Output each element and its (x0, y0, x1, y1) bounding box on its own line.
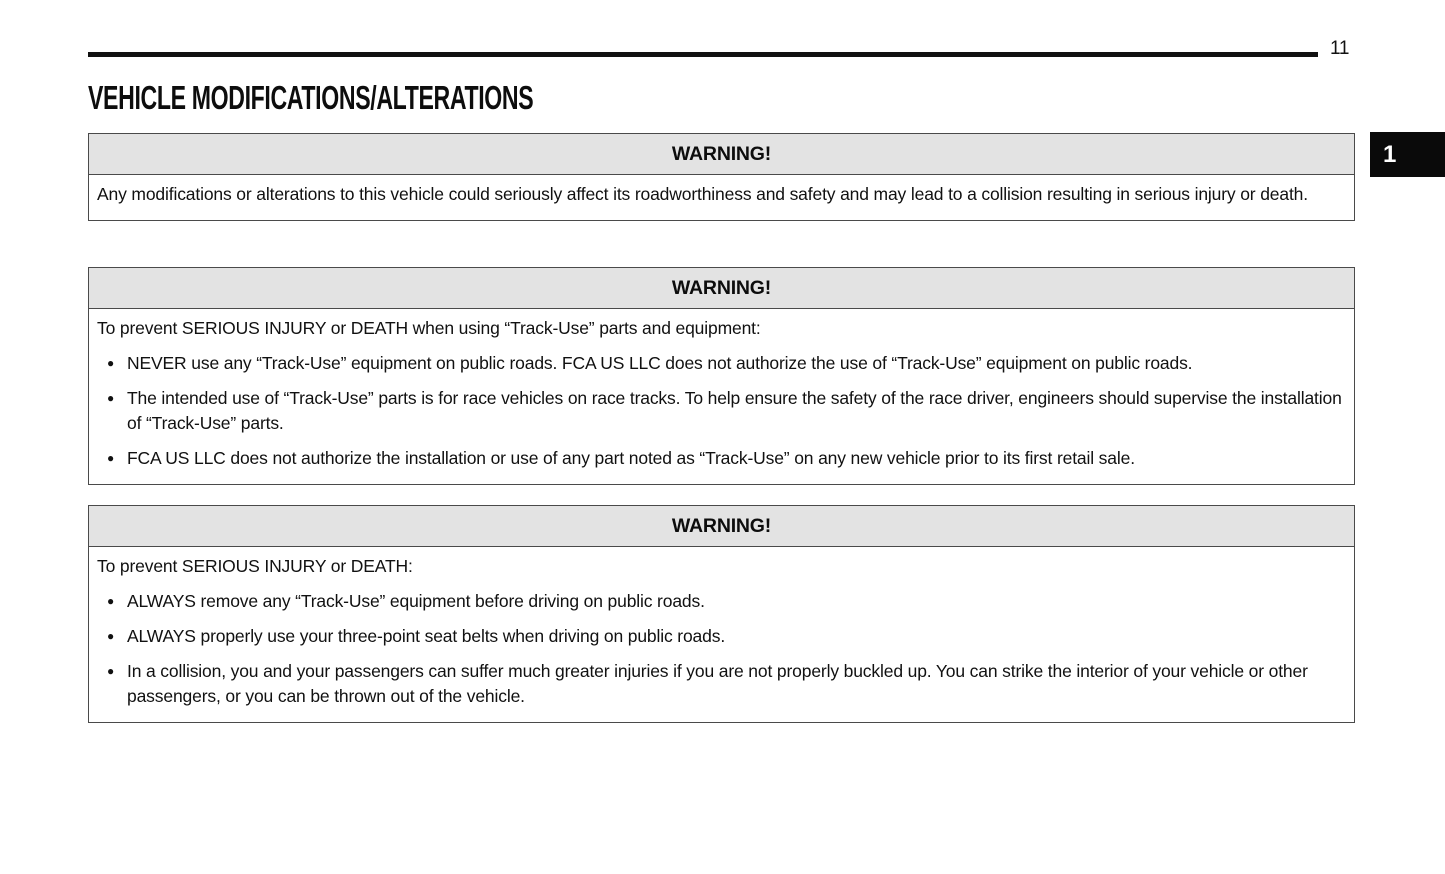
warning-header: WARNING! (89, 506, 1354, 547)
warning-header: WARNING! (89, 268, 1354, 309)
list-item (97, 589, 1345, 614)
bullet-icon: ● (107, 391, 115, 405)
list-item (97, 446, 1345, 471)
top-rule (88, 52, 1318, 57)
warning-intro: To prevent SERIOUS INJURY or DEATH when using “Track-Use” parts and equipment: (97, 318, 761, 338)
warning-box-2 (88, 267, 1355, 485)
bullet-icon: ● (107, 356, 115, 370)
warning-bullet-list (97, 589, 1345, 709)
page-title: VEHICLE MODIFICATIONS/ALTERATIONS (88, 79, 534, 116)
warning-bullet-text: ALWAYS remove any “Track-Use” equipment before driving on public roads. (127, 591, 705, 611)
warning-box-1 (88, 133, 1355, 221)
warning-box-3 (88, 505, 1355, 723)
list-item (97, 386, 1345, 436)
bullet-icon: ● (107, 629, 115, 643)
warning-body (89, 309, 1354, 484)
warning-bullet-list (97, 351, 1345, 471)
warning-bullet-text: FCA US LLC does not authorize the installation or use of any part noted as “Track-Use” on any new vehicle prior to its first retail sale. (127, 448, 1135, 468)
list-item (97, 351, 1345, 376)
bullet-icon: ● (107, 594, 115, 608)
warning-bullet-text: NEVER use any “Track-Use” equipment on public roads. FCA US LLC does not authorize the use of “Track-Use” equipment on public roads. (127, 353, 1193, 373)
warning-bullet-text: The intended use of “Track-Use” parts is for race vehicles on race tracks. To help ensure the safety of the race driver, engineers should supervise the installation of “Track-Use” parts. (127, 388, 1342, 433)
warning-body (89, 547, 1354, 722)
warning-bullet-text: In a collision, you and your passengers can suffer much greater injuries if you are not properly buckled up. You can strike the interior of your vehicle or other passengers, or you can be thrown out of the vehicle. (127, 661, 1308, 706)
warning-header: WARNING! (89, 134, 1354, 175)
bullet-icon: ● (107, 451, 115, 465)
page-number: 11 (1330, 38, 1350, 59)
warning-bullet-text: ALWAYS properly use your three-point seat belts when driving on public roads. (127, 626, 726, 646)
section-tab (1370, 132, 1445, 177)
list-item (97, 624, 1345, 649)
warning-body (89, 175, 1354, 220)
section-tab-label: 1 (1383, 140, 1397, 168)
warning-intro: To prevent SERIOUS INJURY or DEATH: (97, 556, 413, 576)
bullet-icon: ● (107, 664, 115, 678)
list-item (97, 659, 1345, 709)
warning-text: Any modifications or alterations to this vehicle could seriously affect its roadworthiness and safety and may lead to a collision resulting in serious injury or death. (97, 184, 1308, 204)
